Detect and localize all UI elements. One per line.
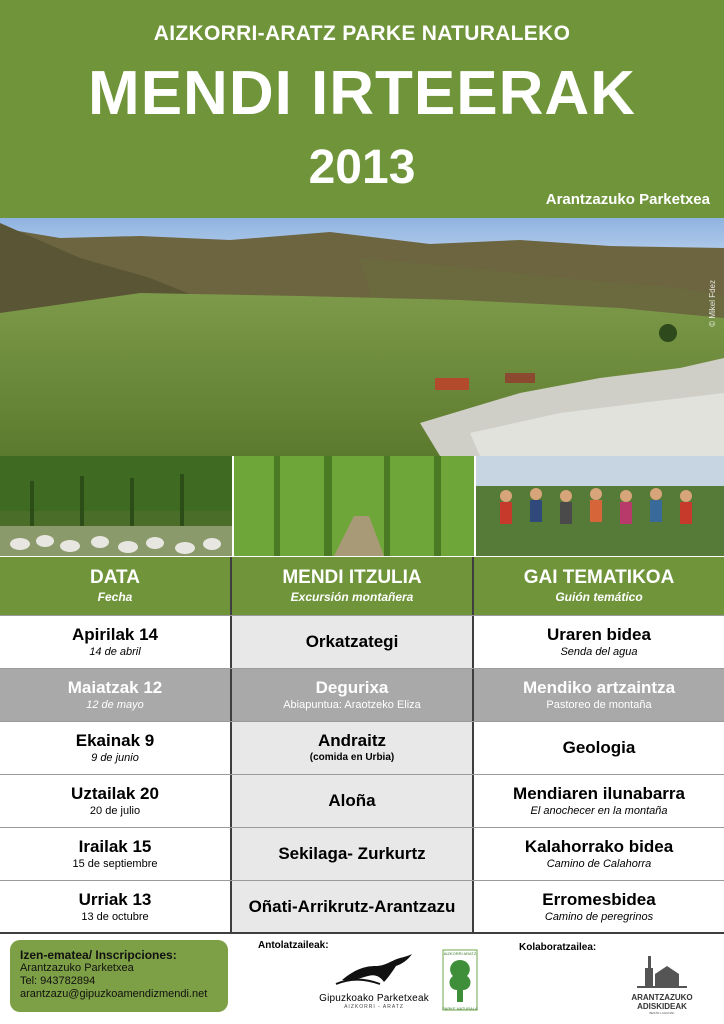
park-logo-bottom-text: PARKE NATURALA [442,1006,478,1011]
year: 2013 [308,141,416,194]
organizers-label: Antolatzaileak: [258,940,329,951]
sanctuary-logo-icon [637,954,687,988]
registration-place: Arantzazuko Parketxea [20,962,134,974]
header-date: DATA Fecha [0,557,232,615]
cell-theme: Mendiko artzaintza Pastoreo de montaña [474,669,724,721]
photo-strip [0,456,724,556]
table-row [0,880,724,933]
center-name: Arantzazuko Parketxea [545,191,710,208]
table-row [0,774,724,827]
photo-credit: © Mikel Fdez [708,280,717,327]
cell-route: Aloña [232,775,474,827]
cell-theme: Mendiaren ilunabarra El anochecer en la montaña [513,784,685,817]
gipuzkoa-parketxeak-logo: Gipuzkoako Parketxeak AIZKORRI - ARATZ [318,952,430,1022]
pre-title: AIZKORRI-ARATZ PARKE NATURALEKO [153,22,571,45]
cell-theme: Geologia [562,738,636,757]
header-banner [0,0,724,218]
cell-theme: Erromesbidea Camino de peregrinos [542,890,656,923]
cell-date: Uztailak 20 20 de julio [0,775,232,827]
schedule-table [0,557,724,933]
cell-route: Sekilaga- Zurkurtz [232,828,474,880]
footer [0,932,724,1024]
cell-date: Apirilak 14 14 de abril [0,616,232,668]
cell-date: Ekainak 9 9 de junio [0,722,232,774]
cell-route: Degurixa Abiapuntua: Araotzeko Eliza [232,669,474,721]
hero-landscape-image [0,218,724,456]
table-row [0,721,724,774]
photo-forest [234,456,476,556]
cell-route: Orkatzategi [232,616,474,668]
aizkorri-aratz-park-logo [441,946,479,1018]
table-row [0,668,724,721]
chamois-logo-icon [334,952,414,986]
registration-email: arantzazu@gipuzkoamendizmendi.net [20,988,208,1000]
collaborator-label: Kolaboratzailea: [519,942,597,953]
cell-date: Maiatzak 12 12 de mayo [0,669,232,721]
registration-phone: Tel: 943782894 [20,975,96,987]
cell-route: Andraitz (comida en Urbia) [232,722,474,774]
hero-landscape-photo [0,218,724,456]
main-title: MENDI IRTEERAK [88,59,636,128]
registration-title: Izen-ematea/ Inscripciones: [20,948,177,962]
arantzazuko-adiskideak-logo: ARANTZAZUKO ADISKIDEAK BESTE LAGUNAK [627,954,697,1020]
table-row [0,615,724,668]
table-header [0,557,724,615]
cell-date: Irailak 15 15 de septiembre [0,828,232,880]
header-theme: GAI TEMATIKOA Guión temático [523,567,675,604]
header-route: MENDI ITZULIA Excursión montañera [232,557,474,615]
cell-theme: Kalahorrako bidea Camino de Calahorra [524,837,674,870]
cell-theme: Uraren bidea Senda del agua [547,625,651,658]
photo-sheep [0,456,234,556]
table-row [0,827,724,880]
cell-route: Oñati-Arrikrutz-Arantzazu [232,881,474,933]
photo-hikers-group [476,456,724,556]
park-logo-top-text: AIZKORRI ARATZ [443,951,477,956]
cell-date: Urriak 13 13 de octubre [0,881,232,933]
registration-box [10,940,228,1012]
park-tree-logo-icon [441,946,479,1018]
